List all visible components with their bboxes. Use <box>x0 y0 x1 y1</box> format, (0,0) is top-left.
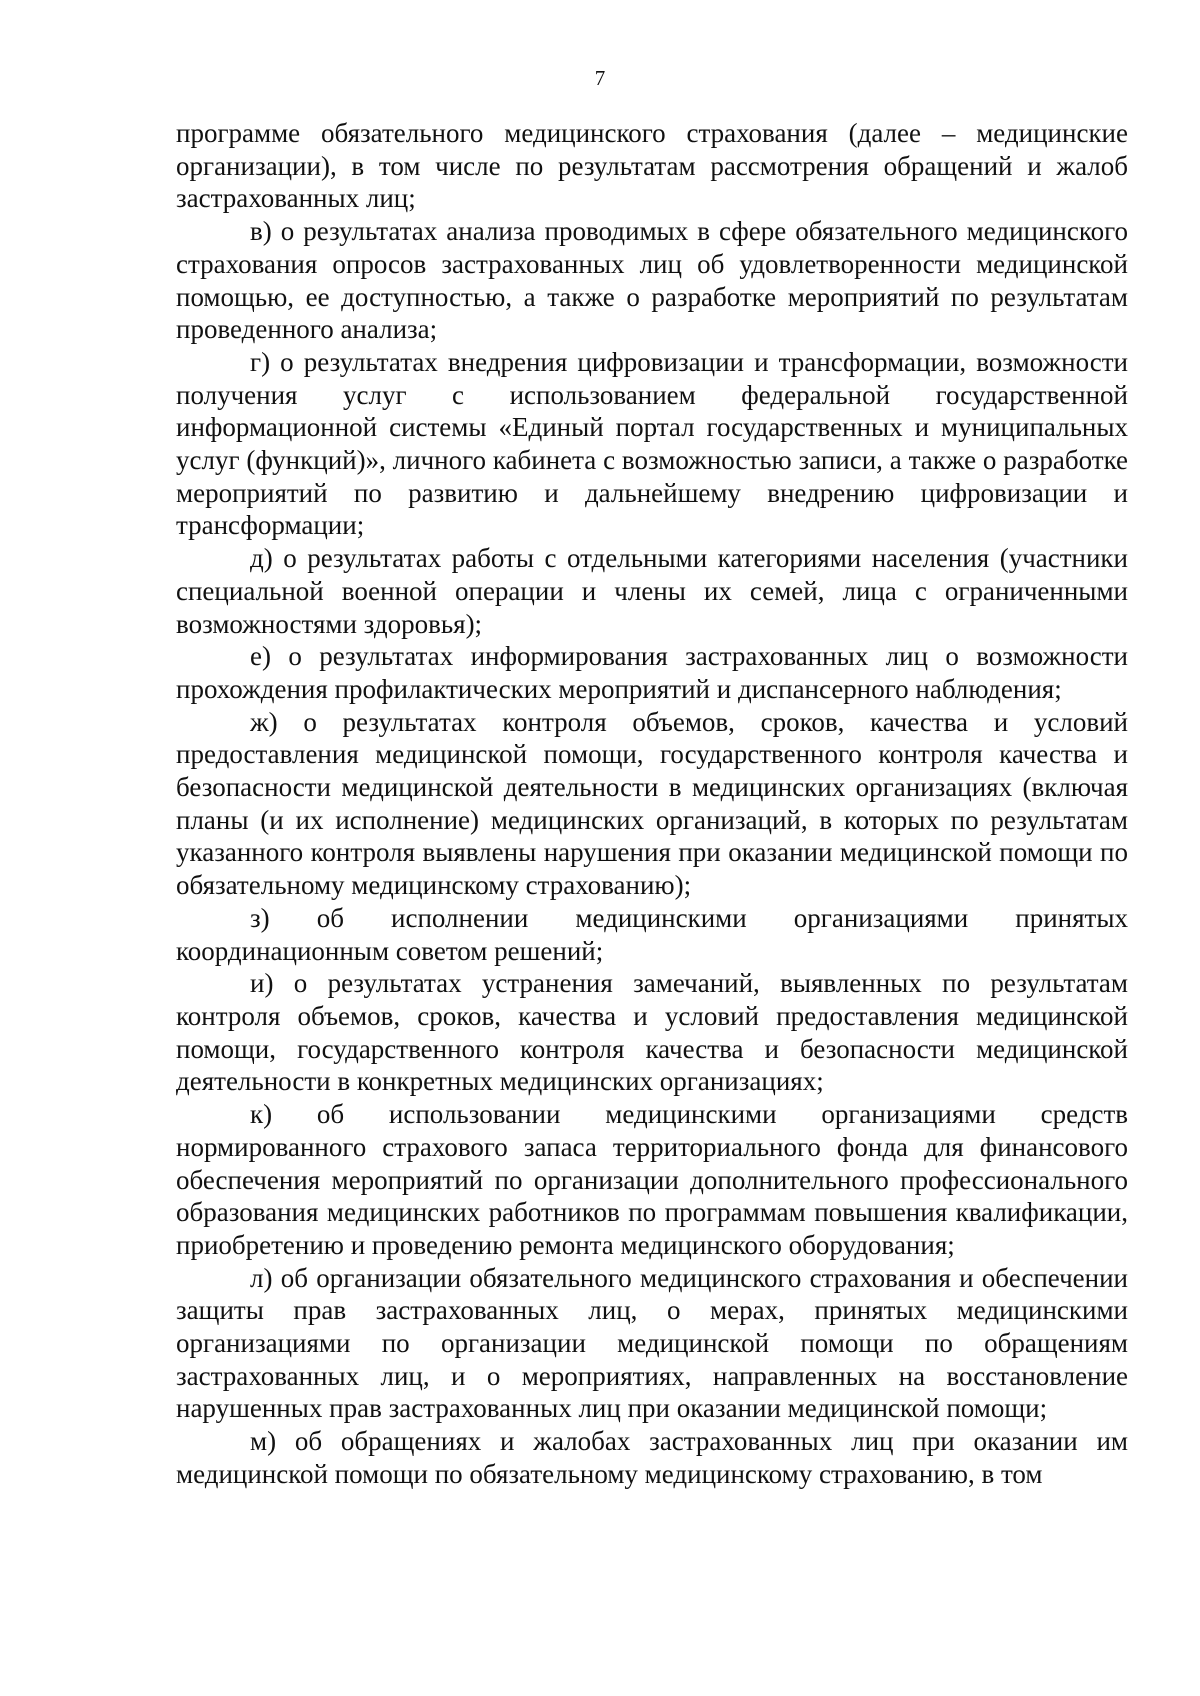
paragraph-item-l: л) об организации обязательного медицинского страхования и обеспечении защиты прав застрахованных лиц, о мерах, принятых медицинскими организациями по организации медицинской помощи по обращениям застрахованных лиц, и о мероприятиях, направленных на восстановление нарушенных прав застрахованных лиц при оказании медицинской помощи; <box>176 1262 1128 1424</box>
paragraph-item-v: в) о результатах анализа проводимых в сфере обязательного медицинского страхования опросов застрахованных лиц об удовлетворенности медицинской помощью, ее доступностью, а также о разработке мероприятий по результатам проведенного анализа; <box>176 216 1128 345</box>
document-body <box>176 117 1128 1491</box>
paragraph-item-zh: ж) о результатах контроля объемов, сроков, качества и условий предоставления медицинской помощи, государственного контроля качества и безопасности медицинской деятельности в медицинских организациях (включая планы (и их исполнение) медицинских организаций, в которых по результатам указанного контроля выявлены нарушения при оказании медицинской помощи по обязательному медицинскому страхованию); <box>176 706 1128 901</box>
paragraph-item-i: и) о результатах устранения замечаний, выявленных по результатам контроля объемов, сроков, качества и условий предоставления медицинской помощи, государственного контроля качества и безопасности медицинской деятельности в конкретных медицинских организациях; <box>176 968 1128 1097</box>
paragraph-item-z: з) об исполнении медицинскими организациями принятых координационным советом решений; <box>176 902 1128 966</box>
paragraph-item-m: м) об обращениях и жалобах застрахованных лиц при оказании им медицинской помощи по обязательному медицинскому страхованию, в том <box>176 1426 1128 1489</box>
paragraph-item-d: д) о результатах работы с отдельными категориями населения (участники специальной военной операции и члены их семей, лица с ограниченными возможностями здоровья); <box>176 543 1128 639</box>
paragraph-item-k: к) об использовании медицинскими организациями средств нормированного страхового запаса территориального фонда для финансового обеспечения мероприятий по организации дополнительного профессионального образования медицинских работников по программам повышения квалификации, приобретению и проведению ремонта медицинского оборудования; <box>176 1099 1128 1260</box>
page-number: 7 <box>594 66 606 90</box>
paragraph-item-g: г) о результатах внедрения цифровизации и трансформации, возможности получения услуг с использованием федеральной государственной информационной системы «Единый портал государственных и муниципальных услуг (функций)», личного кабинета с возможностью записи, а также о разработке мероприятий по развитию и дальнейшему внедрению цифровизации и трансформации; <box>176 346 1128 541</box>
paragraph-continuation: программе обязательного медицинского страхования (далее – медицинские организации), в том числе по результатам рассмотрения обращений и жалоб застрахованных лиц; <box>176 118 1128 214</box>
paragraph-item-e: е) о результатах информирования застрахованных лиц о возможности прохождения профилактических мероприятий и диспансерного наблюдения; <box>176 641 1128 704</box>
